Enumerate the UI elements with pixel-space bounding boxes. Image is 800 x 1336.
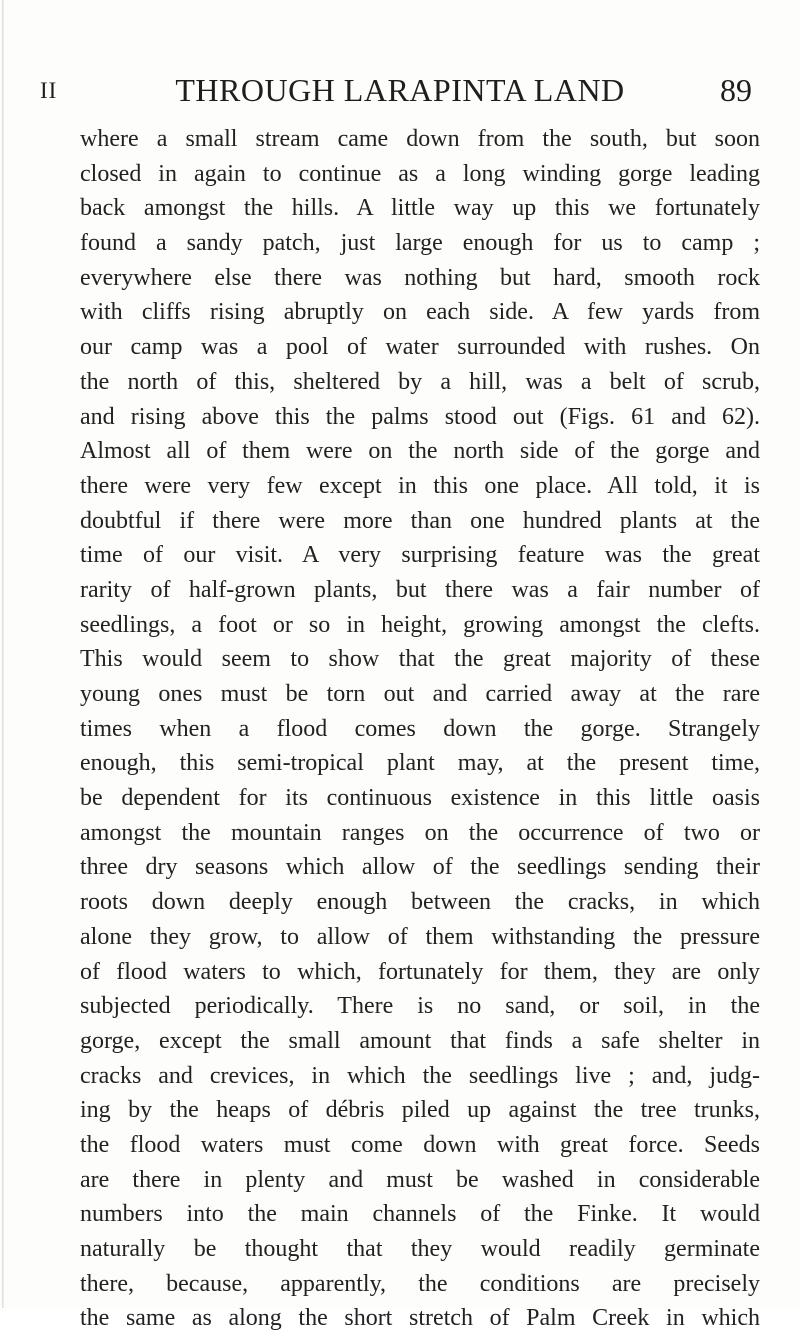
body-paragraph: [80, 122, 760, 1336]
text-line: closed in again to continue as a long winding gorge leading: [80, 160, 760, 187]
text-line: subjected periodically. There is no sand, or soil, in the: [80, 993, 760, 1020]
text-line: the north of this, sheltered by a hill, was a belt of scrub,: [80, 368, 760, 395]
running-head: [40, 72, 758, 116]
text-line: are there in plenty and must be washed in considerable: [80, 1166, 760, 1193]
text-line: back amongst the hills. A little way up this we fortunately: [80, 195, 760, 222]
text-line: ing by the heaps of débris piled up against the tree trunks,: [80, 1097, 760, 1124]
text-line: enough, this semi-tropical plant may, at the present time,: [80, 750, 760, 777]
text-line: there, because, apparently, the conditions are precisely: [80, 1270, 760, 1297]
text-line: be dependent for its continuous existence in this little oasis: [80, 785, 760, 812]
text-line: Almost all of them were on the north side of the gorge and: [80, 438, 760, 465]
page-edge-shadow: [2, 0, 4, 1308]
text-line: naturally be thought that they would readily germinate: [80, 1236, 760, 1262]
text-line: where a small stream came down from the south, but soon: [80, 126, 760, 152]
text-line: rarity of half-grown plants, but there was a fair number of: [80, 576, 760, 603]
text-line: doubtful if there were more than one hundred plants at the: [80, 507, 760, 534]
text-line: the flood waters must come down with great force. Seeds: [80, 1131, 760, 1158]
text-line: time of our visit. A very surprising feature was the great: [80, 542, 760, 569]
text-line: This would seem to show that the great majority of these: [80, 646, 760, 673]
text-line: numbers into the main channels of the Finke. It would: [80, 1201, 760, 1228]
text-line: three dry seasons which allow of the seedlings sending their: [80, 854, 760, 881]
text-line: alone they grow, to allow of them withstanding the pressure: [80, 923, 760, 950]
text-line: seedlings, a foot or so in height, growing amongst the clefts.: [80, 611, 760, 638]
text-line: times when a flood comes down the gorge. Strangely: [80, 715, 760, 742]
text-line: there were very few except in this one place. All told, it is: [80, 472, 760, 499]
running-title: THROUGH LARAPINTA LAND: [175, 72, 625, 108]
text-line: and rising above this the palms stood out (Figs. 61 and 62).: [80, 403, 760, 430]
chapter-number: II: [40, 78, 58, 103]
page-number: 89: [720, 72, 752, 108]
text-line: our camp was a pool of water surrounded with rushes. On: [80, 334, 760, 361]
text-line: the same as along the short stretch of Palm Creek in which: [80, 1305, 760, 1332]
text-line: roots down deeply enough between the cracks, in which: [80, 889, 760, 916]
text-line: everywhere else there was nothing but hard, smooth rock: [80, 264, 760, 291]
text-line: found a sandy patch, just large enough for us to camp ;: [80, 230, 760, 257]
text-line: amongst the mountain ranges on the occurrence of two or: [80, 819, 760, 846]
text-line: with cliffs rising abruptly on each side. A few yards from: [80, 299, 760, 326]
text-line: young ones must be torn out and carried away at the rare: [80, 681, 760, 707]
text-line: cracks and crevices, in which the seedlings live ; and, judg-: [80, 1062, 760, 1089]
text-line: of flood waters to which, fortunately for them, they are only: [80, 958, 760, 985]
text-line: gorge, except the small amount that finds a safe shelter in: [80, 1027, 760, 1054]
